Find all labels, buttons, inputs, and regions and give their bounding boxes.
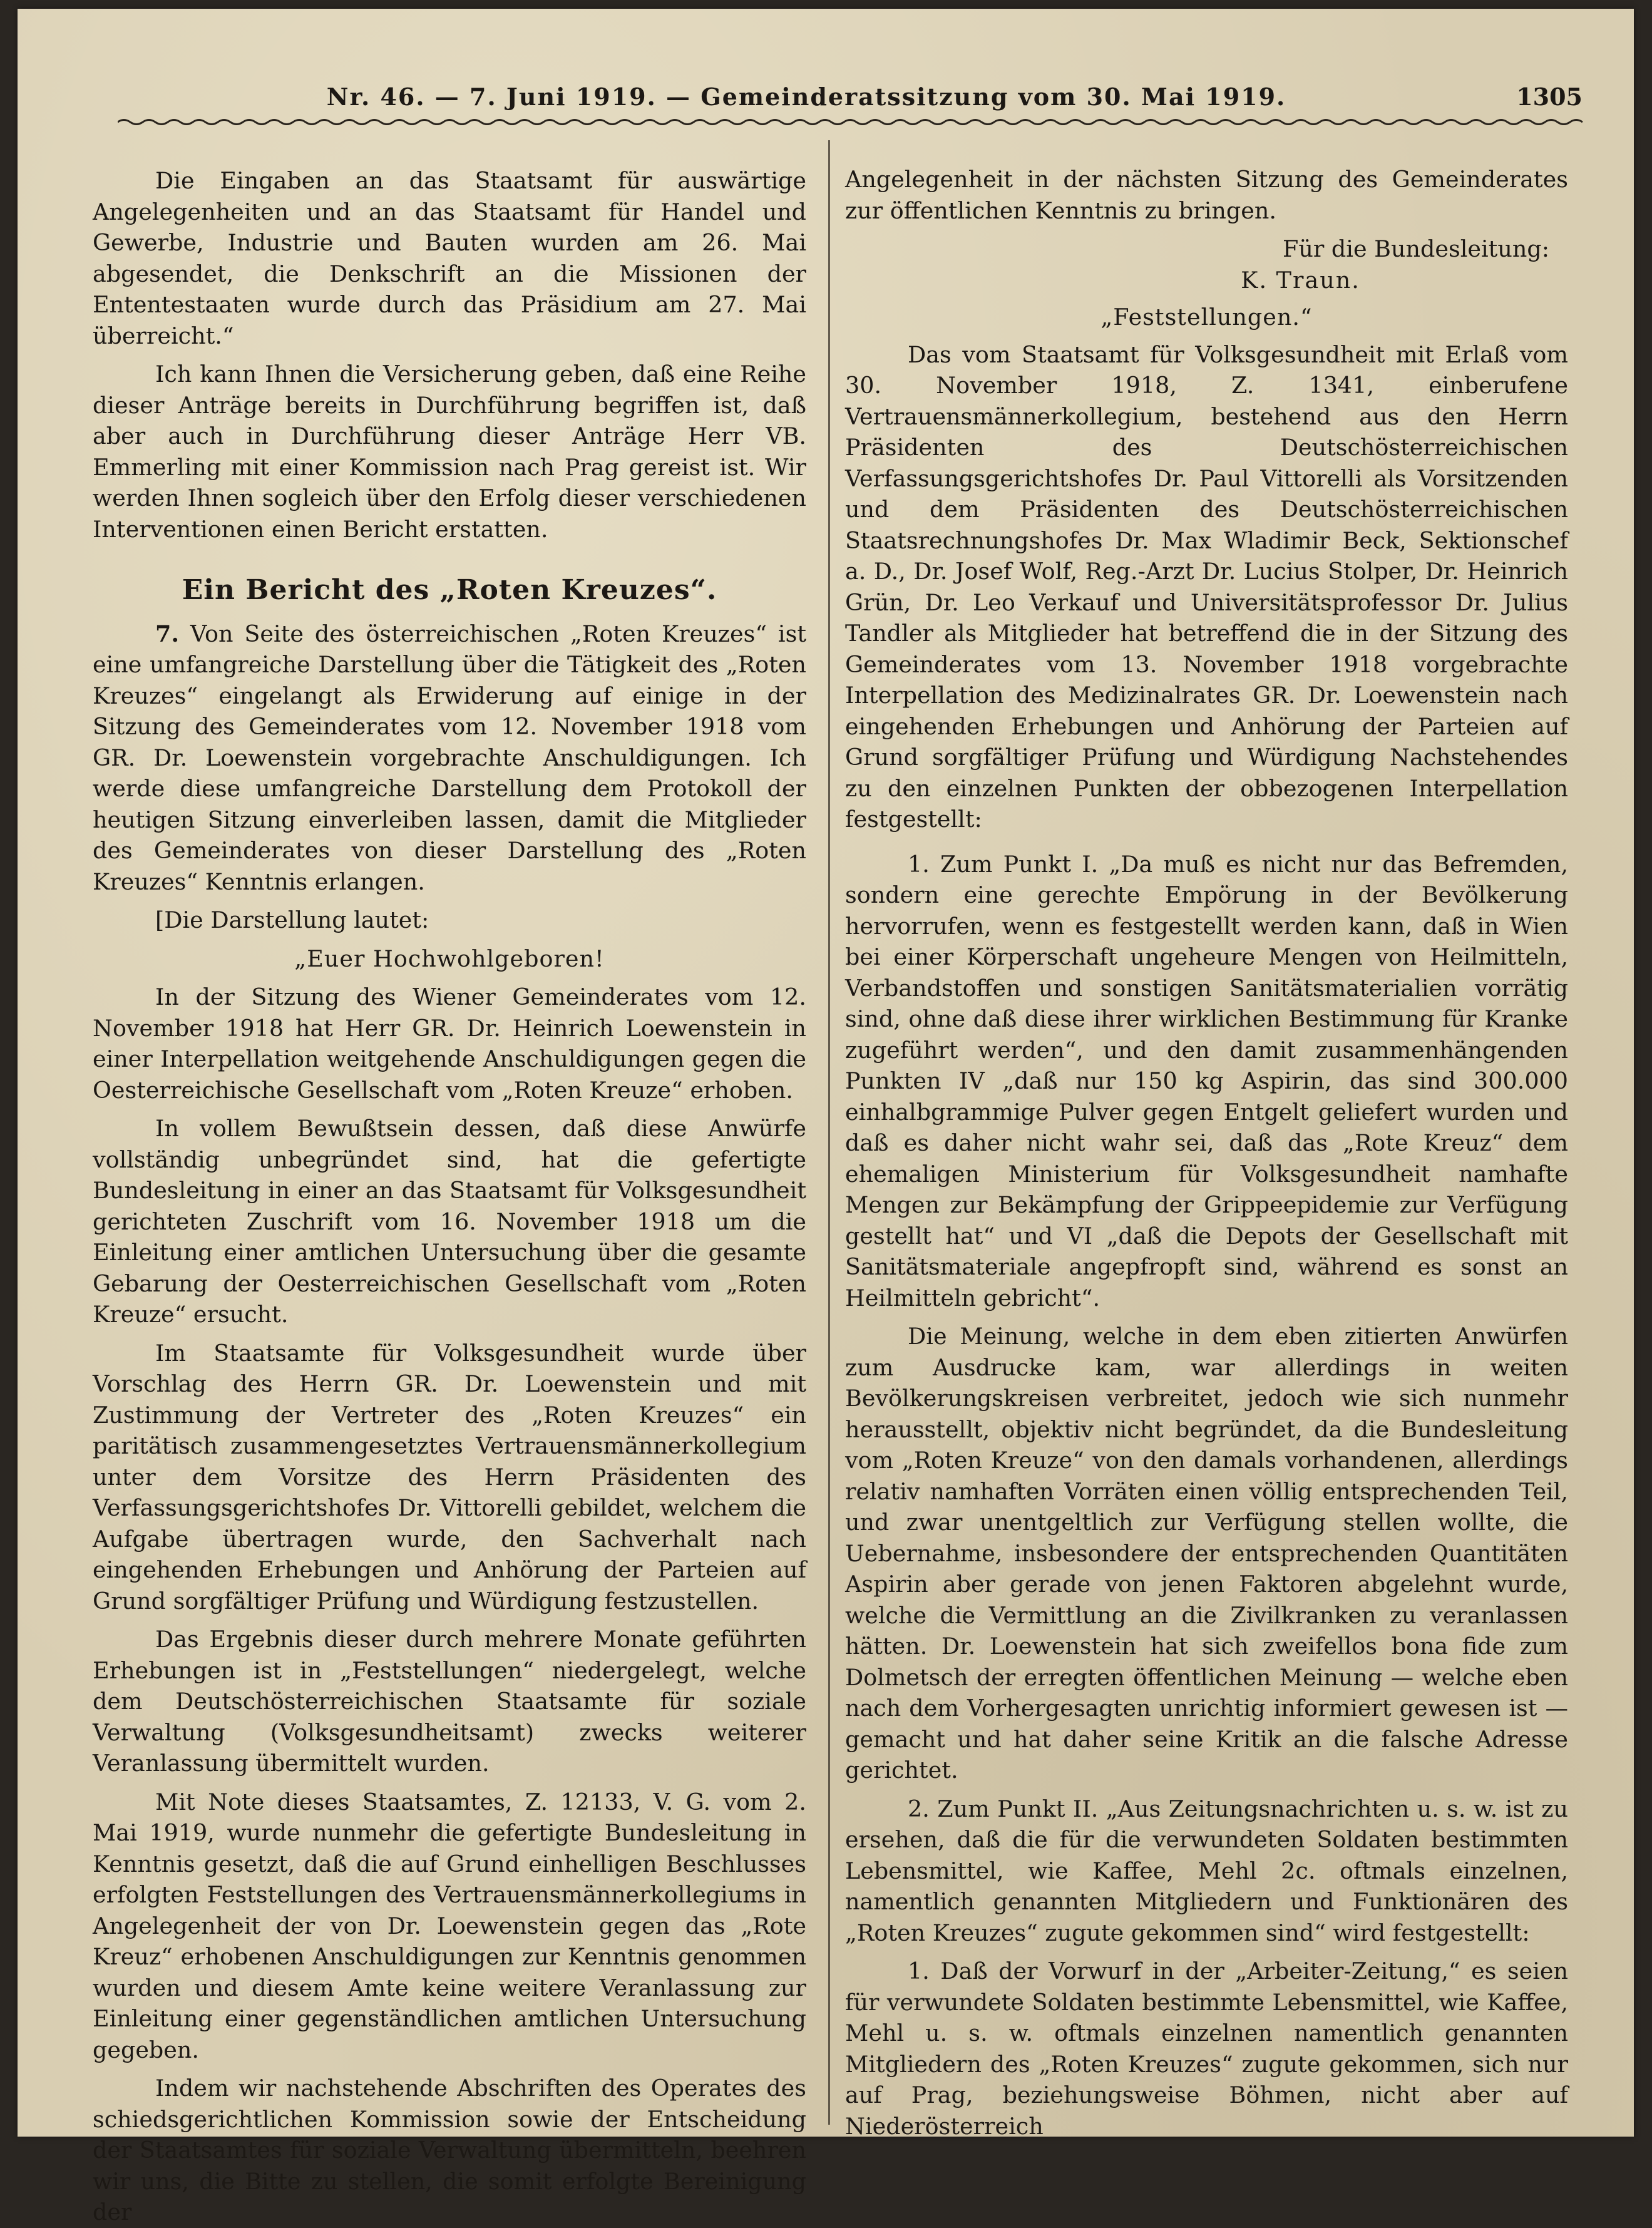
closing-line: Für die Bundesleitung: — [1283, 235, 1549, 262]
salutation: „Euer Hochwohlgeboren! — [294, 945, 605, 972]
paragraph: 1. Zum Punkt I. „Da muß es nicht nur das Befremden, sondern eine gerechte Empörung in der Bevölkerung hervorrufen, wenn es festgestellt werden kann, daß in Wien bei einer Körperschaft ungeheure Mengen von Heilmitteln, Verbandstoffen und sonstigen Sanitätsmaterialien vorrätig sind, ohne daß diese ihrer wirklichen Bestimmung für Kranke zugeführt werden“, und den damit zusammenhängenden Punkten IV „daß nur 150 kg Aspirin, das sind 300.000 einhalbgrammige Pulver gegen Entgelt geliefert wurden und daß es daher nicht wahr sei, daß das „Rote Kreuz“ dem ehemaligen Ministerium für Volksgesundheit namhafte Mengen zur Bekämpfung der Grippeepidemie zur Verfügung gestellt hat“ und VI „daß die Depots der Gesellschaft mit Sanitätsmateriale angepfropft sind, während es sonst an Heilmitteln gebricht“. — [845, 850, 1568, 1312]
paragraph: In der Sitzung des Wiener Gemeinderates vom 12. November 1918 hat Herr GR. Dr. Heinrich Loewenstein in einer Interpellation weitgehende Anschuldigungen gegen die Oesterreichische Gesellschaft vom „Roten Kreuze“ erhoben. — [93, 983, 806, 1104]
header-wavy-rule — [118, 116, 1586, 128]
running-head: Nr. 46. — 7. Juni 1919. — Gemeinderatssitzung vom 30. Mai 1919. — [326, 83, 1286, 111]
paragraph-text: Von Seite des österreichischen „Roten Kreuzes“ ist eine umfangreiche Darstellung über die Tätigkeit des „Roten Kreuzes“ eingelangt als Erwiderung auf einige in der Sitzung des Gemeinderates vom 12. November 1918 vom GR. Dr. Loewenstein vorgebrachte Anschuldigungen. Ich werde diese umfangreiche Darstellung dem Protokoll der heutigen Sitzung einverleiben lassen, damit die Mitglieder des Gemeinderates von dieser Darstellung des „Roten Kreuzes“ Kenntnis erlangen. — [93, 620, 806, 895]
section-heading: Ein Bericht des „Roten Kreuzes“. — [182, 574, 717, 606]
paragraph: Ich kann Ihnen die Versicherung geben, daß eine Reihe dieser Anträge bereits in Durchführung begriffen ist, daß aber auch in Durchführung dieser Anträge Herr VB. Emmerling mit einer Kommission nach Prag gereist ist. Wir werden Ihnen sogleich über den Erfolg dieser verschiedenen Interventionen einen Bericht erstatten. — [93, 361, 806, 543]
signature: K. Traun. — [1241, 266, 1360, 294]
paragraph: Indem wir nachstehende Abschriften des Operates des schiedsgerichtlichen Kommission sowie der Entscheidung der Staatsamtes für soziale Verwaltung übermitteln, beehren wir uns, die Bitte zu stellen, die somit erfolgte Bereinigung der — [93, 2075, 806, 2225]
column-divider — [828, 140, 830, 2125]
paragraph: [Die Darstellung lautet: — [155, 906, 429, 933]
paragraph — [93, 619, 806, 898]
paragraph: Angelegenheit in der nächsten Sitzung des Gemeinderates zur öffentlichen Kenntnis zu bringen. — [845, 166, 1568, 224]
paragraph: Das vom Staatsamt für Volksgesundheit mit Erlaß vom 30. November 1918, Z. 1341, einberufene Vertrauensmännerkollegium, bestehend aus den Herrn Präsidenten des Deutschösterreichischen Verfassungsgerichtshofes Dr. Paul Vittorelli als Vorsitzenden und dem Präsidenten des Deutschösterreichischen Staatsrechnungshofes Dr. Max Wladimir Beck, Sektionschef a. D., Dr. Josef Wolf, Reg.-Arzt Dr. Lucius Stolper, Dr. Heinrich Grün, Dr. Leo Verkauf und Universitätsprofessor Dr. Julius Tandler als Mitglieder hat betreffend die in der Sitzung des Gemeinderates vom 13. November 1918 vorgebrachte Interpellation des Medizinalrates GR. Dr. Loewenstein nach eingehenden Erhebungen und Anhörung der Parteien auf Grund sorgfältiger Prüfung und Würdigung Nachstehendes zu den einzelnen Punkten der obbezogenen Interpellation festgestellt: — [845, 341, 1568, 833]
paragraph: Die Meinung, welche in dem eben zitierten Anwürfen zum Ausdrucke kam, war allerdings in weiten Bevölkerungskreisen verbreitet, jedoch wie sich nunmehr herausstellt, objektiv nicht begründet, da die Bundesleitung vom „Roten Kreuze“ von den damals vorhandenen, allerdings relativ namhaften Vorräten einen völlig entsprechenden Teil, und zwar unentgeltlich zur Verfügung stellen wollte, die Uebernahme, insbesondere der entsprechenden Quantitäten Aspirin aber gerade von jenen Faktoren abgelehnt wurde, welche die Vermittlung an die Zivilkranken zu veranlassen hätten. Dr. Loewenstein hat sich zweifellos bona fide zum Dolmetsch der erregten öffentlichen Meinung — welche eben nach dem Vorhergesagten unrichtig informiert gewesen ist — gemacht und hat daher seine Kritik an die falsche Adresse gerichtet. — [845, 1323, 1568, 1784]
paragraph: Mit Note dieses Staatsamtes, Z. 12133, V. G. vom 2. Mai 1919, wurde nunmehr die gefertigte Bundesleitung in Kenntnis gesetzt, daß die auf Grund einhelligen Beschlusses erfolgten Feststellungen des Vertrauensmännerkollegiums in Angelegenheit der von Dr. Loewenstein gegen das „Rote Kreuz“ erhobenen Anschuldigungen zur Kenntnis genommen wurden und diesem Amte keine weitere Veranlassung zur Einleitung einer gegenständlichen amtlichen Untersuchung gegeben. — [93, 1788, 806, 2063]
subheading: „Feststellungen.“ — [1100, 304, 1313, 331]
item-number: 7. — [155, 620, 180, 647]
page-number: 1305 — [1516, 83, 1583, 111]
paragraph: 1. Daß der Vorwurf in der „Arbeiter-Zeitung,“ es seien für verwundete Soldaten bestimmte Lebensmittel, wie Kaffee, Mehl u. s. w. oftmals einzelnen namentlich genannten Mitgliedern des „Roten Kreuzes“ zugute gekommen, sich nur auf Prag, beziehungsweise Böhmen, nicht aber auf Niederösterreich — [845, 1958, 1568, 2140]
paragraph: Die Eingaben an das Staatsamt für auswärtige Angelegenheiten und an das Staatsamt für Handel und Gewerbe, Industrie und Bauten wurden am 26. Mai abgesendet, die Denkschrift an die Missionen der Ententestaaten wurde durch das Präsidium am 27. Mai überreicht.“ — [93, 167, 806, 349]
paragraph: Das Ergebnis dieser durch mehrere Monate geführten Erhebungen ist in „Feststellungen“ niedergelegt, welche dem Deutschösterreichischen Staatsamte für soziale Verwaltung (Volksgesundheitsamt) zwecks weiterer Veranlassung übermittelt wurden. — [93, 1626, 806, 1777]
right-column — [845, 164, 1568, 2142]
newspaper-page — [18, 9, 1634, 2225]
left-column — [93, 165, 806, 2228]
paragraph: In vollem Bewußtsein dessen, daß diese Anwürfe vollständig unbegründet sind, hat die gefertigte Bundesleitung in einer an das Staatsamt für Volksgesundheit gerichteten Zuschrift vom 16. November 1918 um die Einleitung einer amtlichen Untersuchung über die gesamte Gebarung der Oesterreichischen Gesellschaft vom „Roten Kreuze“ ersucht. — [93, 1115, 806, 1328]
paragraph: Im Staatsamte für Volksgesundheit wurde über Vorschlag des Herrn GR. Dr. Loewenstein und mit Zustimmung der Vertreter des „Roten Kreuzes“ ein paritätisch zusammengesetztes Vertrauensmännerkollegium unter dem Vorsitze des Herrn Präsidenten des Verfassungsgerichtshofes Dr. Vittorelli gebildet, welchem die Aufgabe übertragen wurde, den Sachverhalt nach eingehenden Erhebungen und Anhörung der Parteien auf Grund sorgfältiger Prüfung und Würdigung festzustellen. — [93, 1339, 806, 1615]
paragraph: 2. Zum Punkt II. „Aus Zeitungsnachrichten u. s. w. ist zu ersehen, daß die für die verwundeten Soldaten bestimmten Lebensmittel, wie Kaffee, Mehl 2c. oftmals einzelnen, namentlich genannten Mitgliedern und Funktionären des „Roten Kreuzes“ zugute gekommen sind“ wird festgestellt: — [845, 1795, 1568, 1946]
